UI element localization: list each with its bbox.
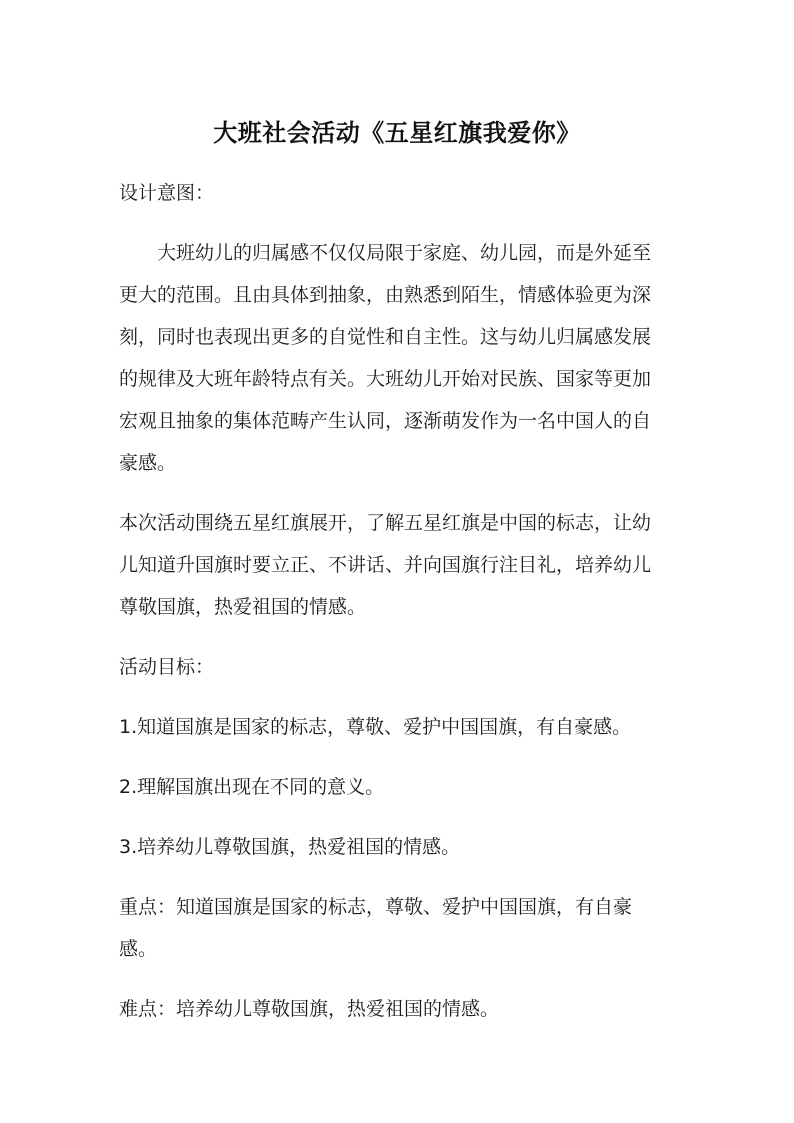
document-body	[119, 172, 664, 1030]
document-title: 大班社会活动《五星红旗我爱你》	[213, 119, 581, 147]
design-intent-paragraph-2: 本次活动围绕五星红旗展开，了解五星红旗是中国的标志，让幼儿知道升国旗时要立正、不讲话、并向国旗行注目礼，培养幼儿尊敬国旗，热爱祖国的情感。	[119, 512, 652, 618]
difficult-point: 难点：培养幼儿尊敬国旗，热爱祖国的情感。	[119, 998, 500, 1020]
goal-item-3: 3.培养幼儿尊敬国旗，热爱祖国的情感。	[119, 836, 461, 858]
activity-goals-heading: 活动目标：	[119, 656, 215, 678]
goal-item-1: 1.知道国旗是国家的标志，尊敬、爱护中国国旗，有自豪感。	[119, 716, 632, 738]
design-intent-paragraph-1: 大班幼儿的归属感不仅仅局限于家庭、幼儿园，而是外延至更大的范围。且由具体到抽象，由熟悉到陌生，情感体验更为深刻，同时也表现出更多的自觉性和自主性。这与幼儿归属感发展的规律及大班年龄特点有关。大班幼儿开始对民族、国家等更加宏观且抽象的集体范畴产生认同，逐渐萌发作为一名中国人的自豪感。	[119, 242, 652, 474]
key-point: 重点：知道国旗是国家的标志，尊敬、爱护中国国旗，有自豪感。	[119, 896, 633, 960]
design-intent-heading: 设计意图：	[119, 182, 215, 204]
goal-item-2: 2.理解国旗出现在不同的意义。	[119, 776, 385, 798]
